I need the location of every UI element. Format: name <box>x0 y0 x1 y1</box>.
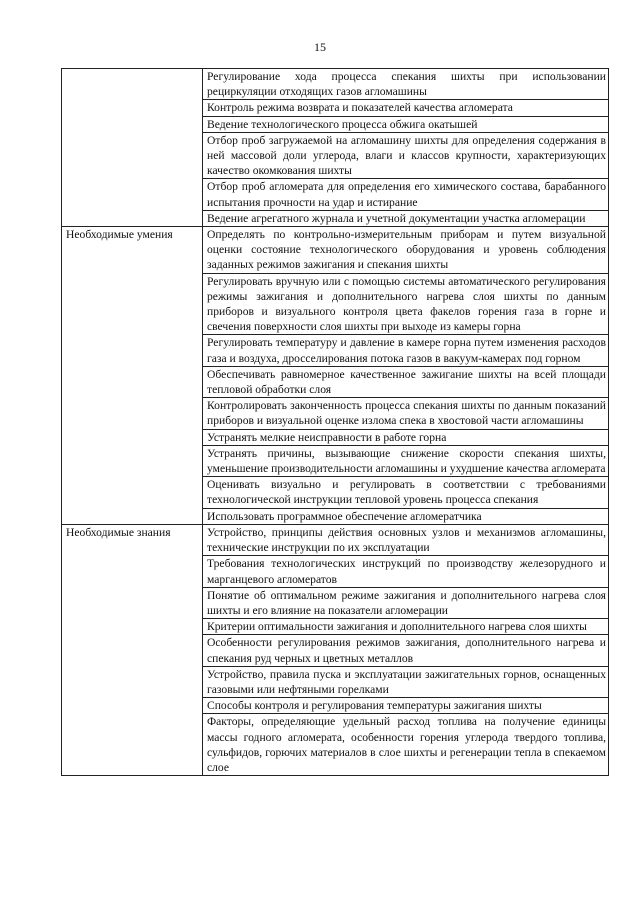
table-body <box>62 69 609 776</box>
requirement-item: Ведение технологического процесса обжига окатышей <box>203 116 609 132</box>
requirement-item: Понятие об оптимальном режиме зажигания и дополнительного нагрева слоя шихты и его влияние на показатели агломерации <box>203 587 609 618</box>
table-row <box>62 227 609 274</box>
requirement-item: Ведение агрегатного журнала и учетной документации участка агломерации <box>203 210 609 226</box>
requirements-table <box>61 68 609 776</box>
requirement-item: Оценивать визуально и регулировать в соответствии с требованиями технологической инструкции тепловой уровень процесса спекания <box>203 477 609 508</box>
requirement-item: Отбор проб агломерата для определения его химического состава, барабанного испытания прочности на удар и истирание <box>203 179 609 210</box>
table-row <box>62 524 609 555</box>
requirement-item: Регулировать вручную или с помощью системы автоматического регулирования режимы зажигания и дополнительного нагрева слоя шихты по данным приборов и визуального контроля цвета факелов горения газа в горне и свечения поверхности слоя шихты при выходе из камеры горна <box>203 273 609 335</box>
requirement-item: Устройство, правила пуска и эксплуатации зажигательных горнов, оснащенных газовыми или нефтяными горелками <box>203 666 609 697</box>
requirement-item: Регулирование хода процесса спекания шихты при использовании рециркуляции отходящих газов агломашины <box>203 69 609 100</box>
requirement-item: Отбор проб загружаемой на агломашину шихты для определения содержания в ней массовой доли углерода, влаги и классов крупности, характеризующих качество окомкования шихты <box>203 132 609 179</box>
requirement-item: Способы контроля и регулирования температуры зажигания шихты <box>203 698 609 714</box>
page-number: 15 <box>314 40 326 54</box>
requirement-item: Устранять мелкие неисправности в работе горна <box>203 429 609 445</box>
section-label <box>62 69 203 227</box>
requirement-item: Регулировать температуру и давление в камере горна путем изменения расходов газа и воздуха, дросселирования потока газов в вакуум-камерах под горном <box>203 335 609 366</box>
table-row <box>62 69 609 100</box>
requirement-item: Особенности регулирования режимов зажигания, дополнительного нагрева и спекания руд черных и цветных металлов <box>203 635 609 666</box>
requirement-item: Устранять причины, вызывающие снижение скорости спекания шихты, уменьшение производительности агломашины и ухудшение качества агломерата <box>203 445 609 476</box>
section-label: Необходимые знания <box>62 524 203 775</box>
requirement-item: Устройство, принципы действия основных узлов и механизмов агломашины, технические инструкции по их эксплуатации <box>203 524 609 555</box>
section-label: Необходимые умения <box>62 227 203 525</box>
requirement-item: Определять по контрольно-измерительным приборам и путем визуальной оценки состояние технологического оборудования и уровень соблюдения заданных режимов зажигания и спекания шихты <box>203 227 609 274</box>
requirement-item: Факторы, определяющие удельный расход топлива на получение единицы массы годного агломерата, особенности горения углерода твердого топлива, сульфидов, горючих материалов в слое шихты и регенерации тепла в спекаемом слое <box>203 714 609 776</box>
requirement-item: Контролировать законченность процесса спекания шихты по данным показаний приборов и визуальной оценке излома спека в хвостовой части агломашины <box>203 398 609 429</box>
requirement-item: Использовать программное обеспечение агломератчика <box>203 508 609 524</box>
requirement-item: Обеспечивать равномерное качественное зажигание шихты на всей площади тепловой обработки слоя <box>203 366 609 397</box>
requirement-item: Критерии оптимальности зажигания и дополнительного нагрева слоя шихты <box>203 619 609 635</box>
requirement-item: Требования технологических инструкций по производству железорудного и марганцевого агломератов <box>203 556 609 587</box>
requirement-item: Контроль режима возврата и показателей качества агломерата <box>203 100 609 116</box>
